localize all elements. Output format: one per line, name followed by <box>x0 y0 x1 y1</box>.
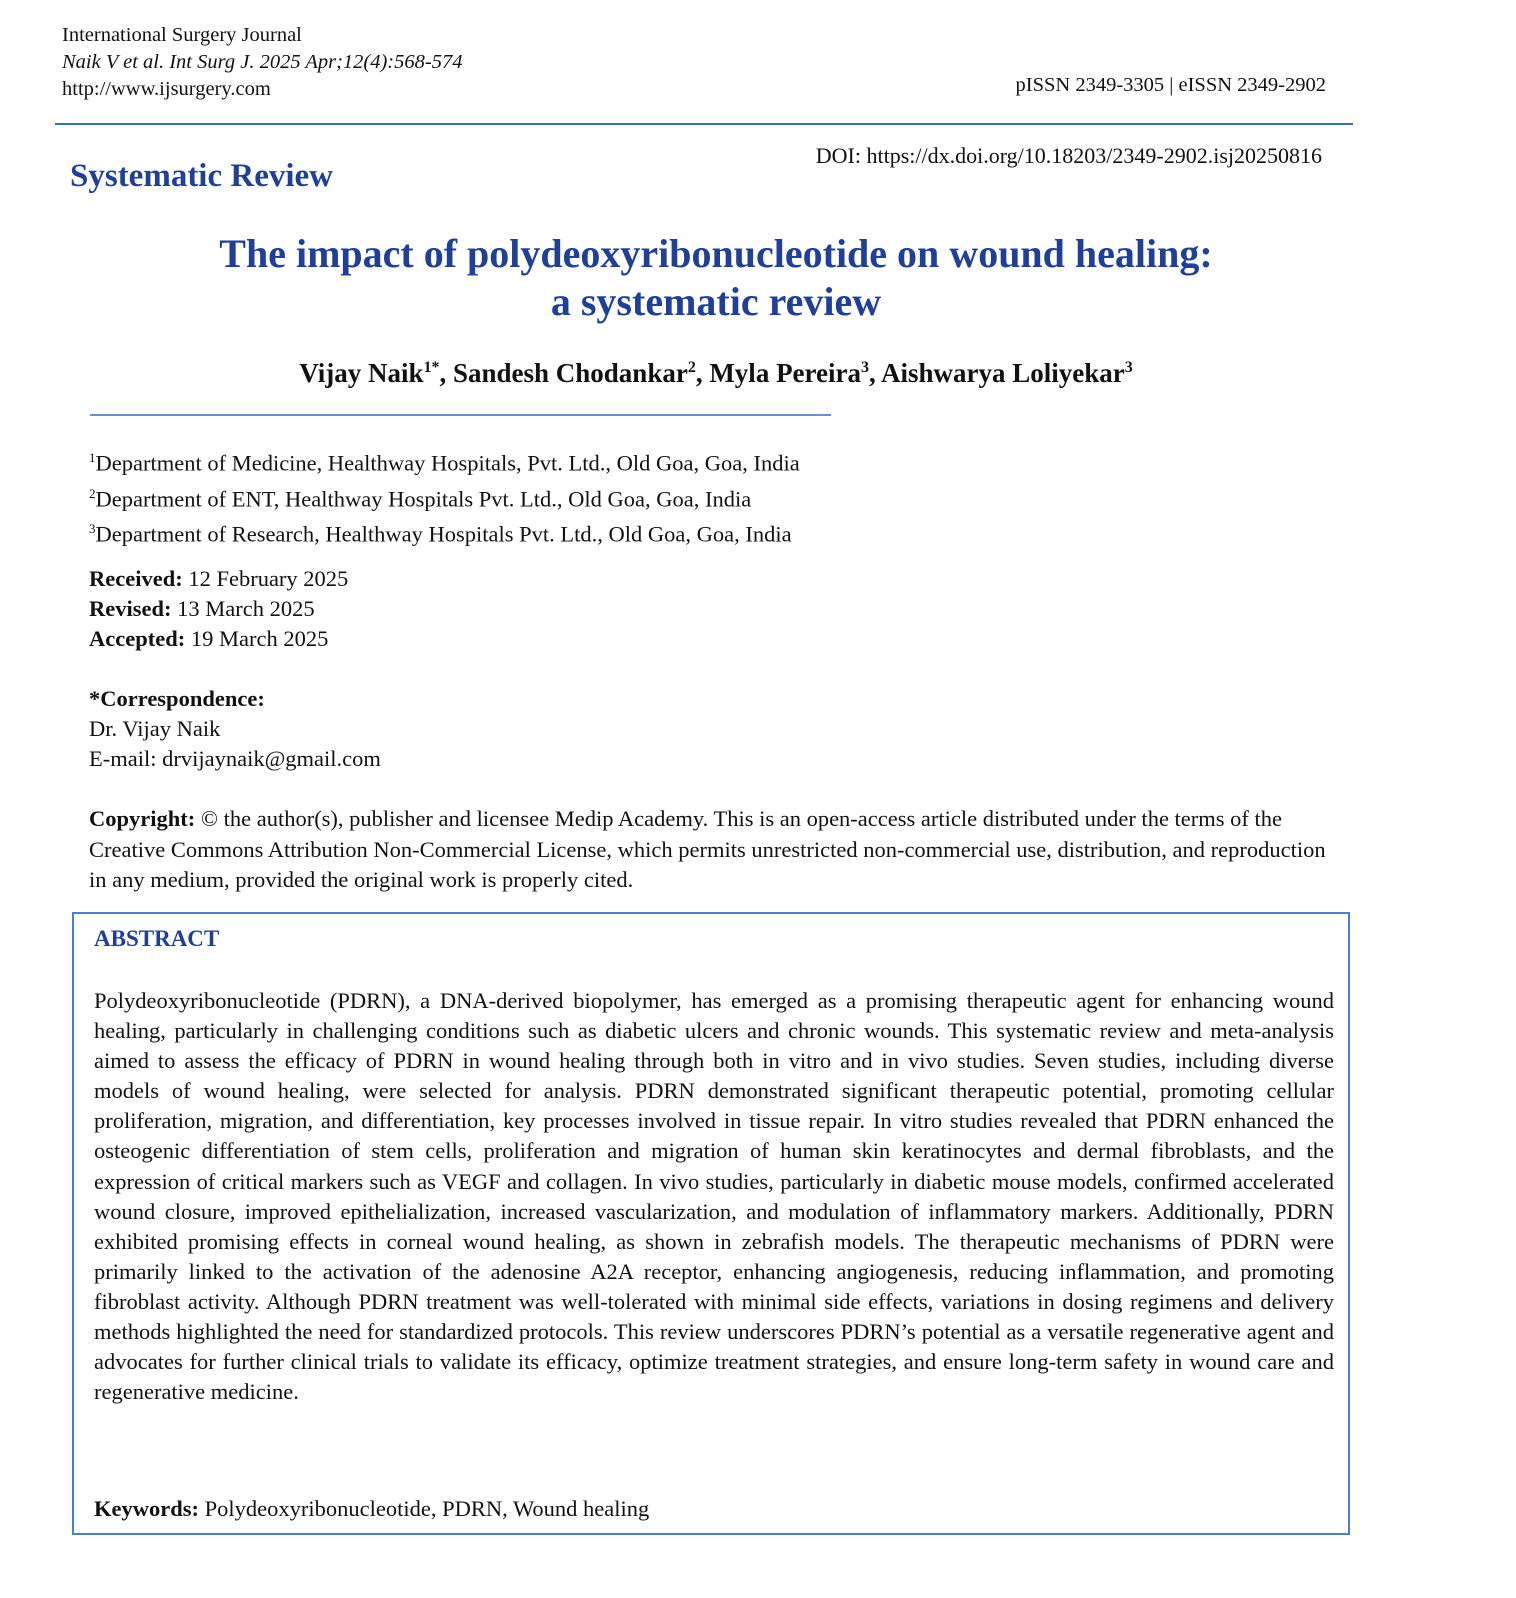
affiliation-text: Department of Research, Healthway Hospitals Pvt. Ltd., Old Goa, Goa, India <box>95 521 792 547</box>
affiliation-sup: 2 <box>89 485 96 501</box>
journal-name: International Surgery Journal <box>62 24 302 46</box>
author-divider <box>90 414 831 416</box>
revised-label: Revised: <box>89 596 172 621</box>
journal-url[interactable]: http://www.ijsurgery.com <box>62 78 271 100</box>
affiliation-text: Department of Medicine, Healthway Hospitals, Pvt. Ltd., Old Goa, Goa, India <box>95 450 800 476</box>
correspondence-label: *Correspondence: <box>89 686 265 711</box>
keywords-text: Polydeoxyribonucleotide, PDRN, Wound healing <box>204 1496 650 1521</box>
author-list: Vijay Naik$^{1*}$, Sandesh Chodankar$^2$, Myla Pereira$^3$, Aishwarya Loliyekar$^3$ <box>299 358 1133 388</box>
article-dates <box>89 564 348 654</box>
copyright-text: © the author(s), publisher and licensee Medip Academy. This is an open-access article distributed under the terms of the Creative Commons Attribution Non-Commercial License, which permits unrestricted non-commercial use, distribution, and reproduction in any medium, provided the original work is properly cited. <box>89 806 1326 892</box>
affiliation-text: Department of ENT, Healthway Hospitals Pvt. Ltd., Old Goa, Goa, India <box>95 486 752 511</box>
revised-value: 13 March 2025 <box>177 596 315 621</box>
author-sup: 2 <box>687 359 696 376</box>
copyright-label: Copyright: <box>89 806 196 831</box>
author-sup: 1* <box>423 359 440 376</box>
accepted-date <box>89 624 348 654</box>
article-type: Systematic Review <box>70 158 334 194</box>
received-label: Received: <box>89 566 183 591</box>
affiliation <box>89 479 800 515</box>
citation: Naik V et al. Int Surg J. 2025 Apr;12(4):568-574 <box>62 51 463 73</box>
correspondence-name: Dr. Vijay Naik <box>89 716 221 741</box>
author-name: Sandesh Chodankar <box>452 358 688 388</box>
affiliation-sup: 3 <box>89 521 96 536</box>
copyright-notice <box>89 804 1339 896</box>
affiliation-sup: 1 <box>89 450 96 465</box>
correspondence <box>89 684 381 774</box>
accepted-label: Accepted: <box>89 626 186 651</box>
accepted-value: 19 March 2025 <box>190 626 329 651</box>
received-date <box>89 564 348 594</box>
affiliation <box>89 514 800 550</box>
author-name: Myla Pereira <box>709 358 862 388</box>
abstract-box <box>72 912 1350 1535</box>
article-title <box>0 230 1432 326</box>
journal-header <box>62 22 462 103</box>
affiliations <box>89 443 800 550</box>
title-line-2: a systematic review <box>550 279 882 324</box>
author-name: Vijay Naik <box>299 358 424 388</box>
correspondence-email[interactable]: E-mail: drvijaynaik@gmail.com <box>89 746 381 771</box>
issn: pISSN 2349-3305 | eISSN 2349-2902 <box>1015 74 1326 96</box>
keywords <box>94 1496 649 1522</box>
author-sup: 3 <box>1124 359 1133 376</box>
doi-link[interactable]: DOI: https://dx.doi.org/10.18203/2349-2902.isj20250816 <box>815 143 1322 168</box>
author-sup: 3 <box>861 359 870 376</box>
affiliation <box>89 443 800 479</box>
abstract-text: Polydeoxyribonucleotide (PDRN), a DNA-derived biopolymer, has emerged as a promising therapeutic agent for enhancing wound healing, particularly in challenging conditions such as diabetic ulcers and chronic wounds. This systematic review and meta-analysis aimed to assess the efficacy of PDRN in wound healing through both in vitro and in vivo studies. Seven studies, including diverse models of wound healing, were selected for analysis. PDRN demonstrated significant therapeutic potential, promoting cellular proliferation, migration, and differentiation, key processes involved in tissue repair. In vitro studies revealed that PDRN enhanced the osteogenic differentiation of stem cells, proliferation and migration of human skin keratinocytes and dermal fibroblasts, and the expression of critical markers such as VEGF and collagen. In vivo studies, particularly in diabetic mouse models, confirmed accelerated wound closure, improved epithelialization, increased vascularization, and modulation of inflammatory markers. Additionally, PDRN exhibited promising effects in corneal wound healing, as shown in zebrafish models. The therapeutic mechanisms of PDRN were primarily linked to the activation of the adenosine A2A receptor, enhancing angiogenesis, reducing inflammation, and promoting fibroblast activity. Although PDRN treatment was well-tolerated with minimal side effects, variations in dosing regimens and delivery methods highlighted the need for standardized protocols. This review underscores PDRN’s potential as a versatile regenerative agent and advocates for further clinical trials to validate its efficacy, optimize treatment strategies, and ensure long-term safety in wound care and regenerative medicine. <box>94 988 1334 1405</box>
header-divider <box>55 123 1353 125</box>
revised-date <box>89 594 348 624</box>
title-line-1: The impact of polydeoxyribonucleotide on wound healing: <box>219 231 1213 276</box>
keywords-label: Keywords: <box>94 1496 199 1521</box>
author-name: Aishwarya Loliyekar <box>881 358 1125 388</box>
received-value: 12 February 2025 <box>188 566 349 591</box>
abstract-heading: ABSTRACT <box>94 926 220 951</box>
